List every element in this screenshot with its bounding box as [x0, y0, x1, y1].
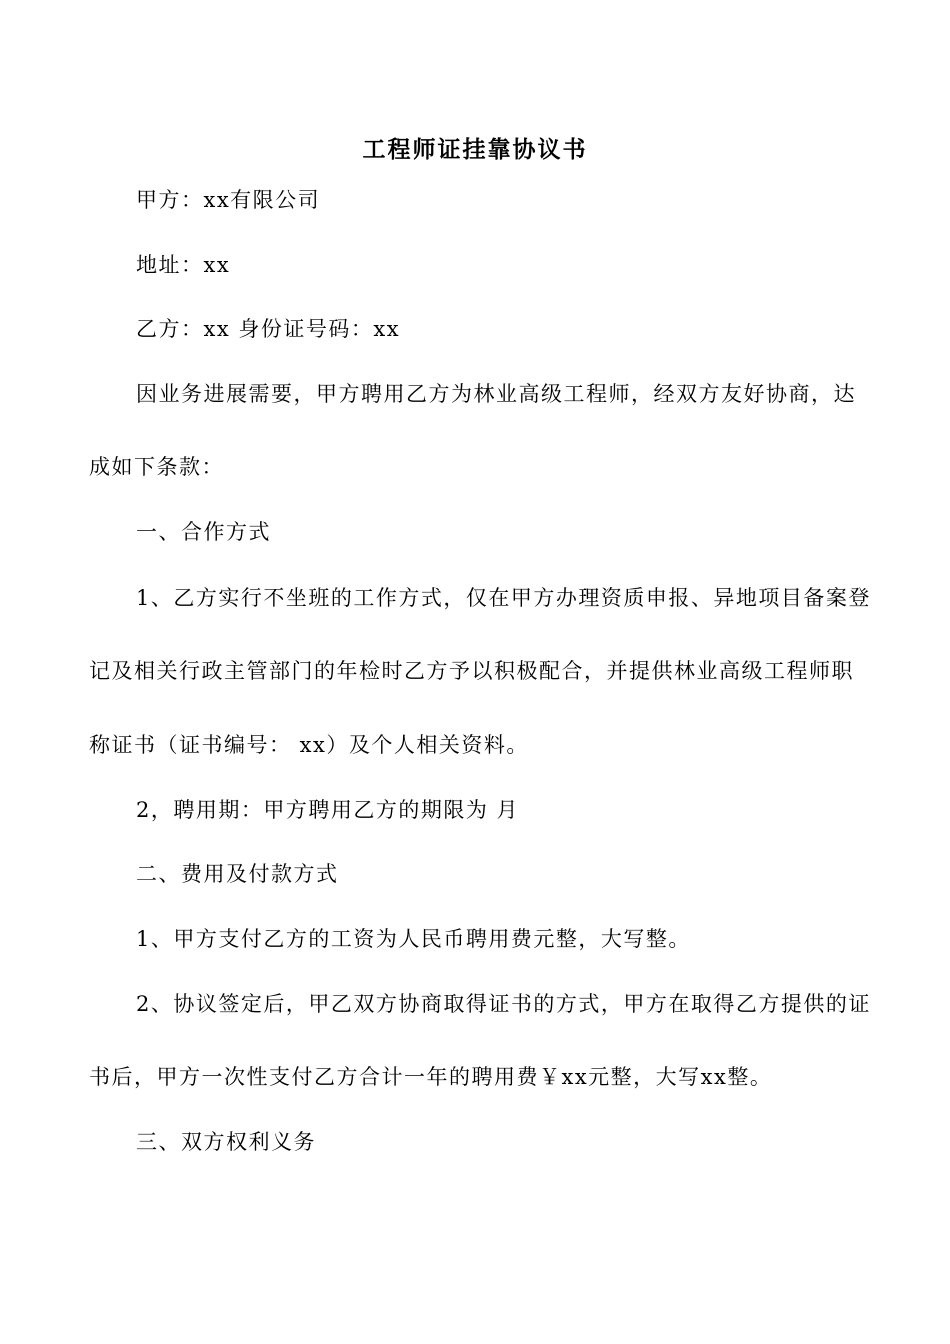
clause-2-2-line-2: 书后，甲方一次性支付乙方合计一年的聘用费￥xx元整，大写xx整。 — [89, 1065, 773, 1089]
intro-paragraph-line-2: 成如下条款： — [89, 455, 224, 479]
section-heading-fees: 二、费用及付款方式 — [136, 862, 339, 886]
clause-1-1-line-3: 称证书（证书编号： xx）及个人相关资料。 — [89, 733, 529, 757]
clause-2-2-line-1: 2、协议签定后，甲乙双方协商取得证书的方式，甲方在取得乙方提供的证 — [136, 992, 871, 1016]
document-title: 工程师证挂靠协议书 — [362, 136, 588, 163]
party-a-line: 甲方：xx有限公司 — [136, 188, 321, 212]
intro-paragraph-line-1: 因业务进展需要，甲方聘用乙方为林业高级工程师，经双方友好协商，达 — [136, 382, 856, 406]
section-heading-rights: 三、双方权利义务 — [136, 1130, 316, 1154]
clause-1-2-line: 2，聘用期：甲方聘用乙方的期限为 月 — [136, 798, 520, 822]
clause-2-1-line: 1、甲方支付乙方的工资为人民币聘用费元整，大写整。 — [136, 927, 691, 951]
clause-1-1-line-1: 1、乙方实行不坐班的工作方式，仅在甲方办理资质申报、异地项目备案登 — [136, 586, 871, 610]
section-heading-cooperation: 一、合作方式 — [136, 520, 271, 544]
clause-1-1-line-2: 记及相关行政主管部门的年检时乙方予以积极配合，并提供林业高级工程师职 — [89, 659, 854, 683]
party-b-line: 乙方：xx 身份证号码：xx — [136, 317, 401, 341]
address-line: 地址：xx — [136, 253, 231, 277]
